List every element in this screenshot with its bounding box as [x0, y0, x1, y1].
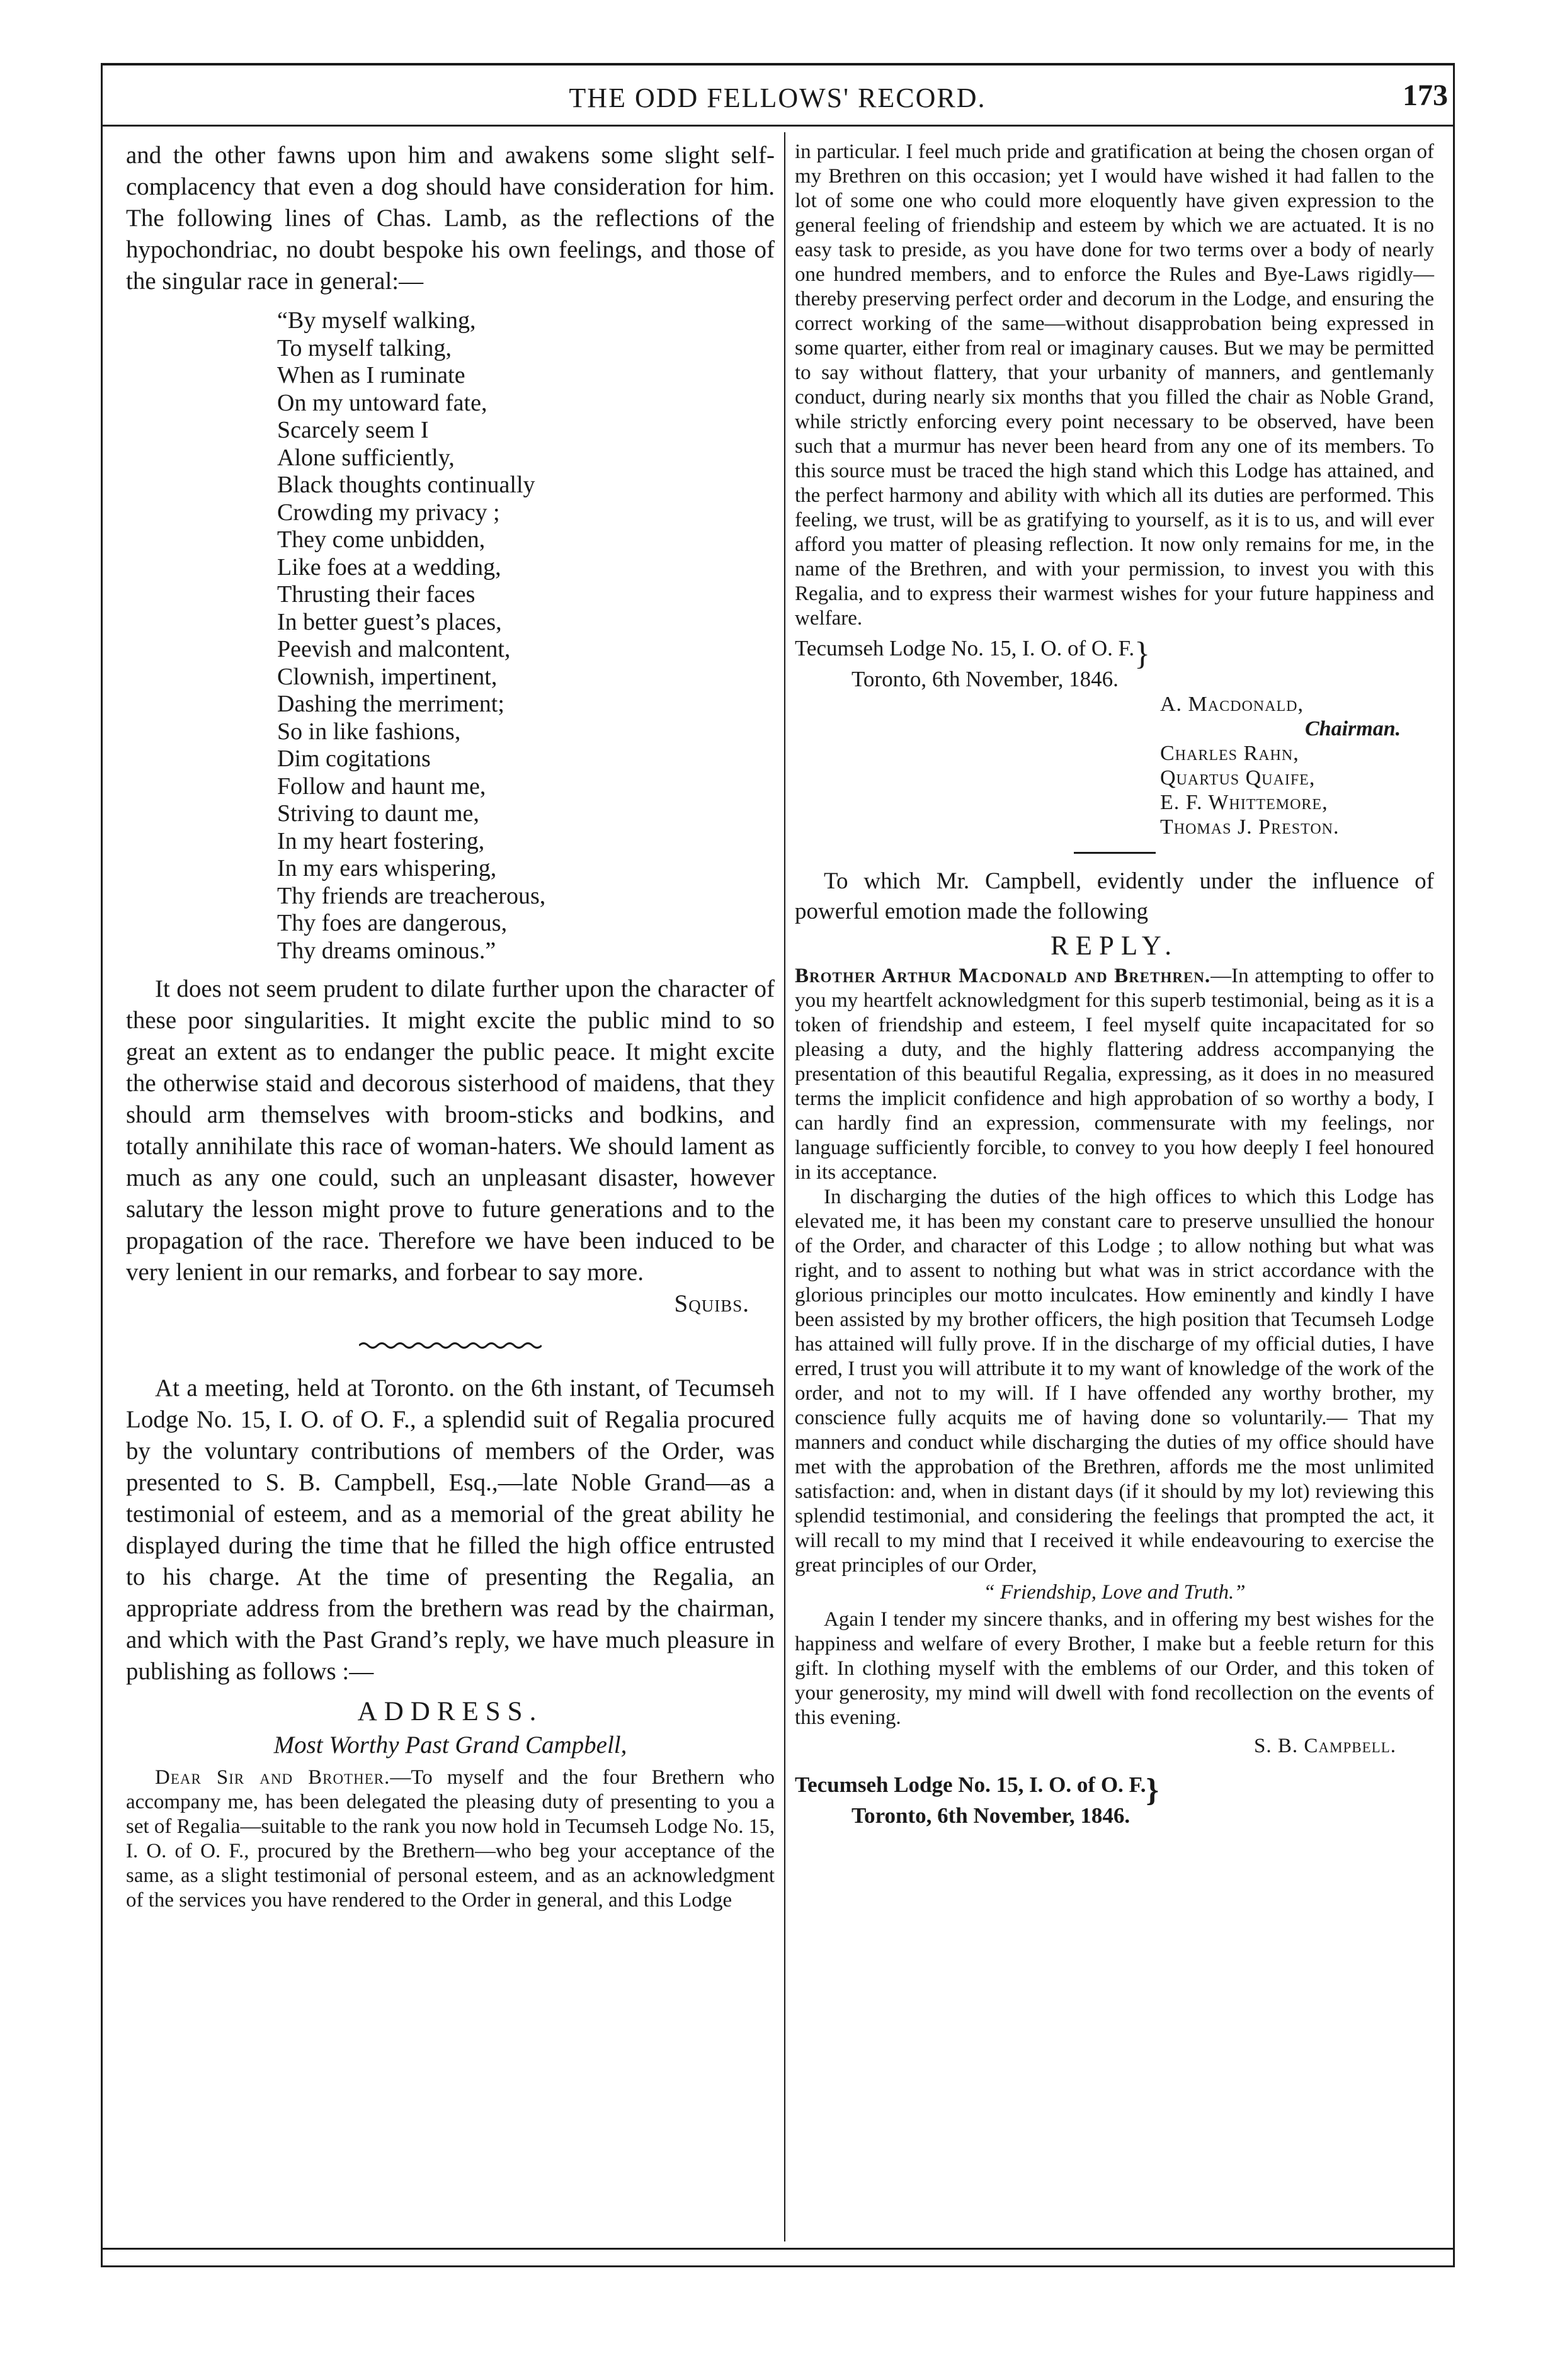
- page-number: 173: [1403, 79, 1448, 112]
- reply-heading: REPLY.: [1050, 931, 1179, 961]
- reply-paragraph-1: [795, 964, 1434, 1185]
- intro-paragraph: and the other fawns upon him and awakens some slight self-complacency that even a dog should have consideration for him. The following lines of Chas. Lamb, as the reflections of the hypochondriac, no doubt bespoke his own feelings, and those of the singular race in general:—: [126, 142, 775, 295]
- closing-paragraph: It does not seem prudent to dilate further upon the character of these poor singularities. It might excite the public mind to so great an extent as to endanger the public peace. It might excite the otherwise staid and decorous sisterhood of maidens, that they should arm themselves with broom-sticks and bodkins, and totally annihilate this race of woman-haters. We should lament as much as any one could, such an unpleasant disaster, however salutary the lesson might prove to future generations and to the propagation of the race. Therefore we have been induced to be very lenient in our remarks, and forbear to say more.: [126, 975, 775, 1286]
- chairman-name: A. Macdonald,: [1160, 693, 1304, 716]
- poem-line: Clownish, impertinent,: [277, 663, 498, 690]
- reply-paragraph-2: In discharging the duties of the high offices to which this Lodge has elevated me, it has been my constant care to preserve unsullied the honour of the Order, and character of this Lodge ; to allow nothing but what was right, and to assent to nothing but what was in strict accordance with the glorious principles our motto inculcates. How eminently and kindly I have been assisted by my brother officers, the high position that Tecumseh Lodge has attained will fully prove. If in the discharge of my official duties, I have erred, I trust you will attribute it to my want of knowledge of the work of the order, and not to my will. If I have offended any worthy brother, my conscience fully acquits me of having done so voluntarily.— That my manners and conduct while discharging the duties of my office should have met with the approbation of the Brethren, affords me the most unlimited satisfaction: and, when in distant days (if it should by my lot) reviewing this splendid testimonial, and considering the feelings that prompted the act, it will recall to my mind that I received it while endeavouring to exercise the great principles of our Order,: [795, 1186, 1434, 1577]
- right-column: [795, 140, 1434, 1828]
- poem-line: When as I ruminate: [277, 362, 465, 388]
- section-divider: [1074, 852, 1156, 854]
- dateline-lodge: Tecumseh Lodge No. 15, I. O. of O. F.: [795, 636, 1135, 660]
- meeting-paragraph: At a meeting, held at Toronto. on the 6th instant, of Tecumseh Lodge No. 15, I. O. of O. F., a splendid suit of Regalia procured by the voluntary contributions of members of the Order, was presented to S. B. Campbell, Esq.,—late Noble Grand—as a testimonial of esteem, and as a memorial of the great ability he displayed during the time that he filled the high office entrusted to his charge. At the time of presenting the Regalia, an appropriate address from the brethern was read by the chairman, and which with the Past Grand’s reply, we have much pleasure in publishing as follows :—: [126, 1374, 775, 1685]
- dateline-date: Toronto, 6th November, 1846.: [852, 1803, 1131, 1828]
- address-text: —To myself and the four Brethern who accompany me, has been delegated the pleasing duty of presenting to you a set of Regalia—suitable to the rank you now hold in Tecumseh Lodge No. 15, I. O. of O. F., procured by the Brethern—who beg your acceptance of the same, as a slight testimonial of personal esteem, and as an acknowledgment of the services you have rendered to the Order in general, and this Lodge: [126, 1766, 775, 1912]
- chairman-title: Chairman.: [1305, 717, 1401, 740]
- signatory-name: Quartus Quaife,: [1160, 766, 1316, 790]
- poem-line: So in like fashions,: [277, 718, 461, 745]
- address-lead: Dear Sir and Brother.: [155, 1766, 390, 1789]
- address-paragraph: [126, 1765, 775, 1913]
- signatories-block: [1160, 692, 1434, 839]
- column-divider-rule: [784, 132, 785, 2241]
- poem-line: Like foes at a wedding,: [277, 553, 501, 581]
- bottom-border-rule: [101, 2248, 1455, 2250]
- dateline-date: Toronto, 6th November, 1846.: [852, 667, 1119, 691]
- signatory-name: Thomas J. Preston.: [1160, 815, 1340, 839]
- signatory-name: Charles Rahn,: [1160, 742, 1299, 765]
- reply-text-1: —In attempting to offer to you my heartfelt acknowledgment for this superb testimonial, being as it is a token of friendship and esteem, I feel myself quite incapacitated for so pleasing a duty, and the highly flattering address accompanying the presentation of this beautiful Regalia, expressing, as it does in no measured terms the implicit confidence and high approbation of so worthy a body, I can hardly find an expression, commensurate with my feelings, nor language sufficiently forcible, to convey to you how deeply I feel honoured in its acceptance.: [795, 965, 1434, 1184]
- poem-line: Black thoughts continually: [277, 472, 535, 498]
- running-header-title: THE ODD FELLOWS' RECORD.: [569, 82, 986, 113]
- brace-glyph: }: [1146, 1772, 1159, 1808]
- header-rule: [101, 125, 1455, 127]
- poem: [277, 307, 775, 965]
- poem-line: “By myself walking,: [277, 307, 476, 334]
- top-border-rule: [101, 63, 1455, 65]
- address-continuation: in particular. I feel much pride and gratification at being the chosen organ of my Brethren on this occasion; yet I would have wished it had fallen to the lot of some one who could more eloquently have given expression to the general feeling of friendship and esteem by which we are actuated. It is no easy task to preside, as you have done for two terms over a body of nearly one hundred members, and to enforce the Rules and Bye-Laws rigidly—thereby preserving perfect order and decorum in the Lodge, and ensuring the correct working of the same—without disapprobation being expressed in some quarter, either from real or imaginary causes. But we may be permitted to say without flattery, that your urbanity of manners, and gentlemanly conduct, during nearly six months that you filled the chair as Noble Grand, while strictly enforcing every point necessary to be observed, have been such that a murmur has never been heard from any one of its members. To this source must be traced the high stand which this Lodge has attained, and the perfect harmony and ability with which all its duties are performed. This feeling, we trust, will be as gratifying to yourself, as it is to us, and will ever afford you matter of pleasing reflection. It now only remains for me, in the name of the Brethren, and with your permission, to invest you with this Regalia, and to express their warmest wishes for your future happiness and welfare.: [795, 140, 1434, 630]
- reply-lead: Brother Arthur Macdonald and Brethren.: [795, 965, 1211, 987]
- poem-line: In better guest’s places,: [277, 608, 502, 635]
- poem-line: Scarcely seem I: [277, 417, 429, 443]
- reply-intro: To which Mr. Campbell, evidently under the influence of powerful emotion made the following: [795, 868, 1434, 924]
- poem-line: Peevish and malcontent,: [277, 636, 511, 662]
- dateline-lodge: Tecumseh Lodge No. 15, I. O. of O. F.: [795, 1772, 1146, 1797]
- poem-line: Thrusting their faces: [277, 581, 476, 608]
- address-dateline: [795, 636, 1434, 692]
- reply-paragraph-3: Again I tender my sincere thanks, and in offering my best wishes for the happiness and welfare of every Brother, I make but a feeble return for this gift. In clothing myself with the emblems of our Order, and this token of your generosity, my mind will dwell with fond recollection on the events of this evening.: [795, 1608, 1434, 1729]
- poem-line: Dim cogitations: [277, 745, 431, 772]
- poem-line: Thy foes are dangerous,: [277, 910, 508, 936]
- poem-line: In my ears whispering,: [277, 855, 497, 881]
- poem-line: Crowding my privacy ;: [277, 499, 500, 526]
- address-salutation: Most Worthy Past Grand Campbell,: [273, 1731, 627, 1759]
- right-border-rule: [1453, 63, 1455, 2267]
- poem-line: Striving to daunt me,: [277, 800, 479, 827]
- left-column: [126, 140, 775, 1913]
- poem-line: In my heart fostering,: [277, 827, 485, 854]
- poem-line: To myself talking,: [277, 334, 452, 361]
- address-heading: ADDRESS.: [357, 1697, 544, 1726]
- bottom-border-rule-outer: [101, 2265, 1455, 2267]
- wavy-divider: [359, 1341, 542, 1350]
- signatory-name: E. F. Whittemore,: [1160, 791, 1328, 814]
- left-border-rule: [101, 63, 103, 2267]
- reply-dateline: [795, 1772, 1434, 1828]
- poem-line: Alone sufficiently,: [277, 444, 455, 471]
- author-signature: Squibs.: [674, 1290, 749, 1317]
- poem-line: Thy friends are treacherous,: [277, 882, 546, 909]
- poem-line: Dashing the merriment;: [277, 691, 504, 717]
- reply-signature: S. B. Campbell.: [1254, 1735, 1396, 1757]
- brace-glyph: }: [1134, 636, 1151, 672]
- poem-line: They come unbidden,: [277, 526, 486, 553]
- poem-line: Follow and haunt me,: [277, 773, 486, 800]
- poem-line: Thy dreams ominous.”: [277, 937, 496, 964]
- poem-line: On my untoward fate,: [277, 389, 487, 416]
- motto: “ Friendship, Love and Truth.”: [983, 1581, 1246, 1604]
